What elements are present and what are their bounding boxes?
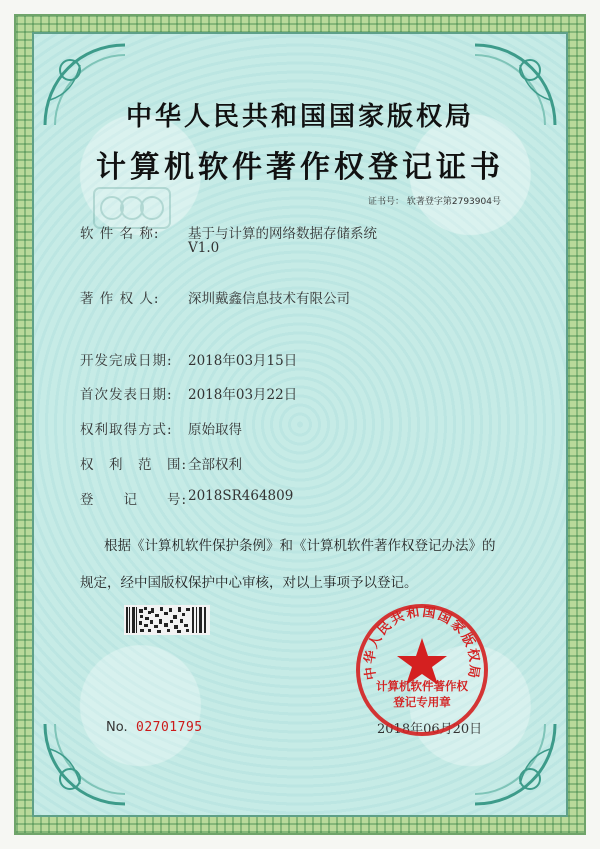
declaration-line-2: 规定，经中国版权保护中心审核，对以上事项予以登记。: [80, 575, 418, 591]
serial-number: 02701795: [136, 720, 203, 735]
certificate-number: 证书号： 软著登字第2793904号: [368, 197, 501, 207]
field-value-completion-date: 2018年03月15日: [188, 353, 298, 369]
field-label-acquisition-method: 权利取得方式:: [80, 422, 173, 438]
certificate-title: 计算机软件著作权登记证书: [96, 150, 504, 185]
field-value-copyright-owner: 深圳戴鑫信息技术有限公司: [188, 291, 350, 307]
field-value-acquisition-method: 原始取得: [188, 422, 242, 438]
field-value-software-name: 基于与计算的网络数据存储系统: [188, 226, 377, 242]
field-label-registration-number: 登 记 号:: [80, 492, 188, 508]
field-label-publish-date: 首次发表日期:: [80, 387, 173, 403]
field-label-completion-date: 开发完成日期:: [80, 353, 173, 369]
field-value-publish-date: 2018年03月22日: [188, 387, 298, 403]
official-seal-icon: [352, 600, 492, 740]
declaration-line-1: 根据《计算机软件保护条例》和《计算机软件著作权登记办法》的: [104, 538, 496, 554]
field-value-rights-scope: 全部权利: [188, 457, 242, 473]
field-value-software-version: V1.0: [188, 240, 220, 256]
seal-center-text-2: 登记专用章: [393, 695, 451, 709]
field-label-copyright-owner: 著 作 权 人:: [80, 291, 160, 307]
qr-barcode-icon: [124, 605, 210, 635]
issuer-heading: 中华人民共和国国家版权局: [125, 102, 474, 132]
serial-label: No.: [106, 720, 128, 735]
seal-ring-text: 中华人民共和国国家版权局: [362, 604, 482, 681]
seal-center-text-1: 计算机软件著作权: [376, 679, 468, 693]
field-value-registration-number: 2018SR464809: [188, 488, 294, 504]
field-label-rights-scope: 权 利 范 围:: [80, 457, 188, 473]
field-label-software-name: 软 件 名 称:: [80, 226, 160, 242]
issue-date: 2018年06月20日: [377, 722, 483, 737]
